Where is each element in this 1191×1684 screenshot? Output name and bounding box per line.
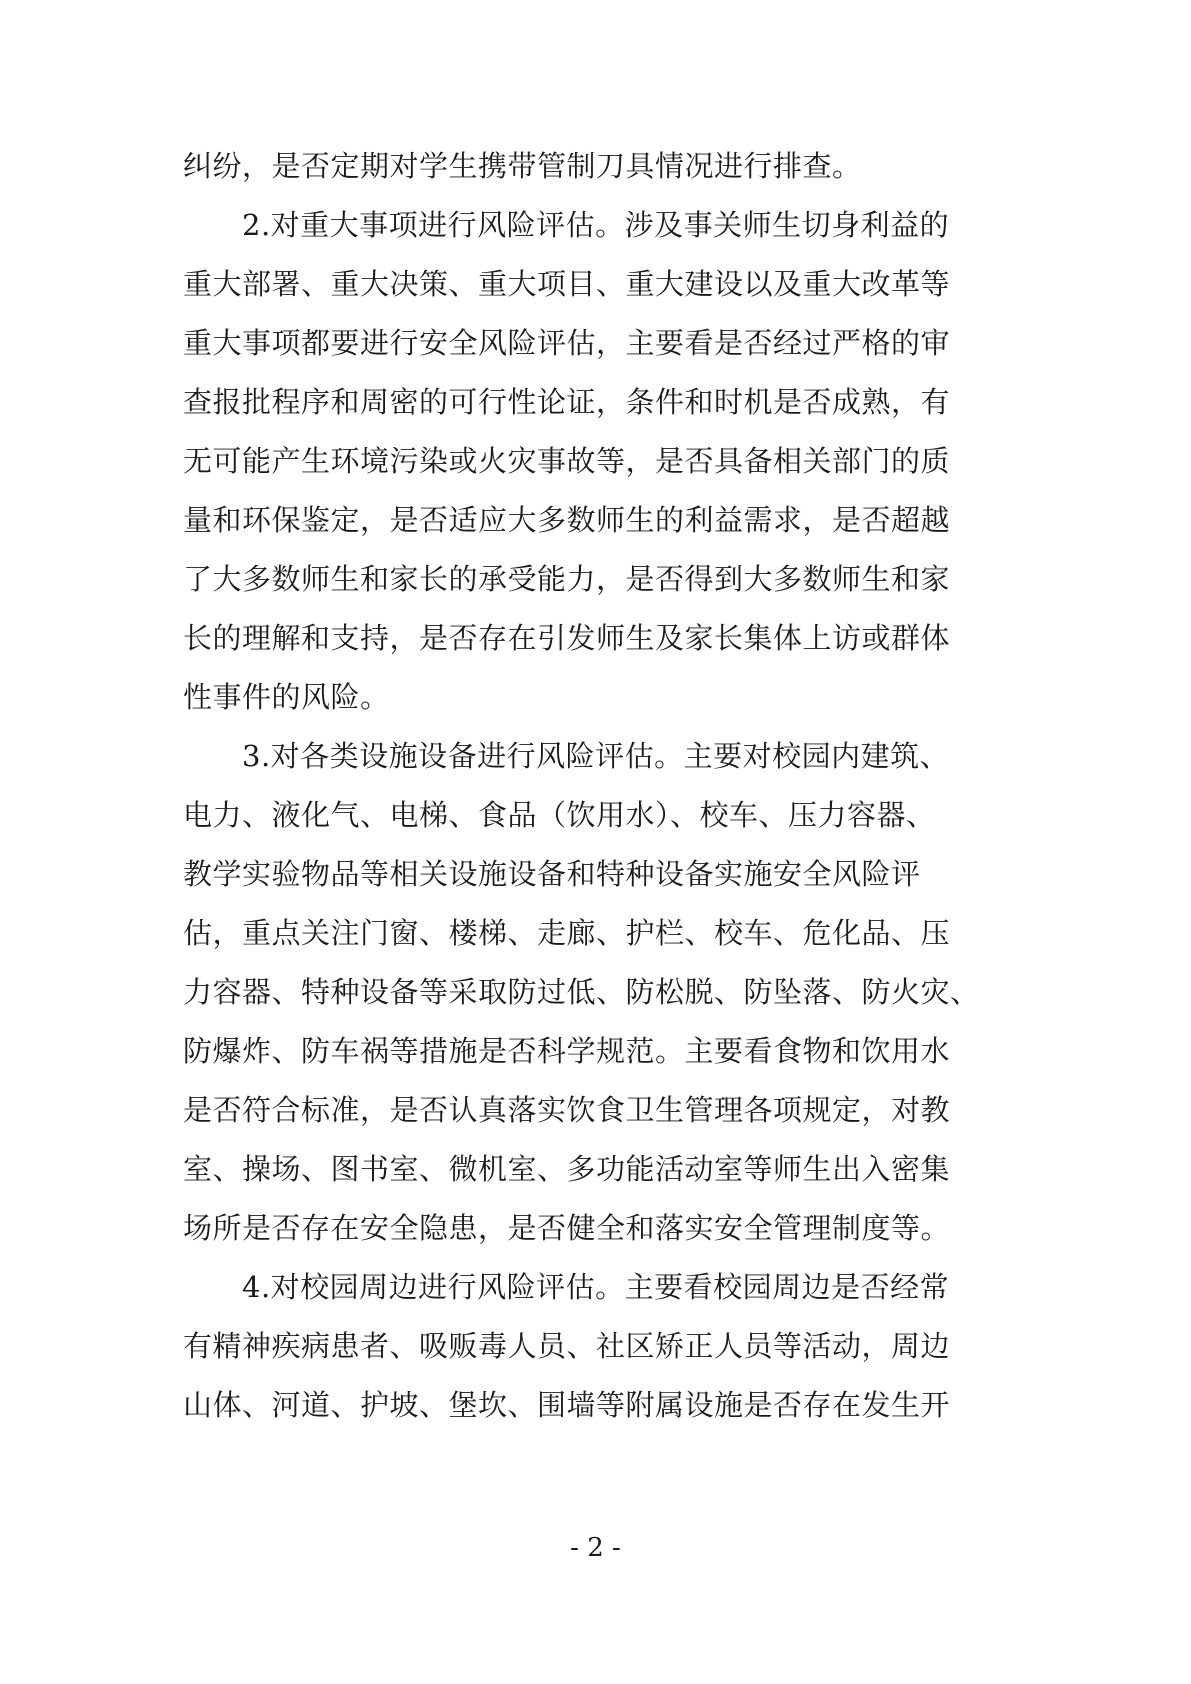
text-line: 2.对重大事项进行风险评估。涉及事关师生切身利益的 — [183, 208, 950, 242]
text-line: 性事件的风险。 — [183, 680, 390, 714]
text-line: 重大事项都要进行安全风险评估，主要看是否经过严格的审 — [183, 326, 951, 360]
text-line: 无可能产生环境污染或火灾事故等，是否具备相关部门的质 — [183, 444, 951, 478]
text-line: 防爆炸、防车祸等措施是否科学规范。主要看食物和饮用水 — [183, 1034, 951, 1068]
text-line: 查报批程序和周密的可行性论证，条件和时机是否成熟，有 — [183, 385, 951, 419]
text-line: 是否符合标准，是否认真落实饮食卫生管理各项规定，对教 — [183, 1093, 951, 1127]
text-line: 电力、液化气、电梯、食品（饮用水）、校车、压力容器、 — [183, 798, 936, 832]
text-line: 纠纷，是否定期对学生携带管制刀具情况进行排查。 — [183, 149, 862, 183]
text-line: 力容器、特种设备等采取防过低、防松脱、防坠落、防火灾、 — [183, 975, 980, 1009]
text-line: 了大多数师生和家长的承受能力，是否得到大多数师生和家 — [183, 562, 951, 596]
text-line: 4.对校园周边进行风险评估。主要看校园周边是否经常 — [183, 1270, 950, 1304]
text-line: 山体、河道、护坡、堡坎、围墙等附属设施是否存在发生开 — [183, 1388, 951, 1422]
text-line: 室、操场、图书室、微机室、多功能活动室等师生出入密集 — [183, 1152, 951, 1186]
text-line: 3.对各类设施设备进行风险评估。主要对校园内建筑、 — [183, 739, 950, 773]
text-line: 长的理解和支持，是否存在引发师生及家长集体上访或群体 — [183, 621, 951, 655]
page-number: - 2 - — [570, 1533, 621, 1563]
text-line: 估，重点关注门窗、楼梯、走廊、护栏、校车、危化品、压 — [183, 916, 951, 950]
text-line: 重大部署、重大决策、重大项目、重大建设以及重大改革等 — [183, 267, 951, 301]
text-line: 场所是否存在安全隐患，是否健全和落实安全管理制度等。 — [183, 1211, 951, 1245]
text-line: 教学实验物品等相关设施设备和特种设备实施安全风险评 — [183, 857, 921, 891]
text-line: 量和环保鉴定，是否适应大多数师生的利益需求，是否超越 — [183, 503, 951, 537]
text-line: 有精神疾病患者、吸贩毒人员、社区矫正人员等活动，周边 — [183, 1329, 951, 1363]
body-text — [183, 137, 1015, 1435]
